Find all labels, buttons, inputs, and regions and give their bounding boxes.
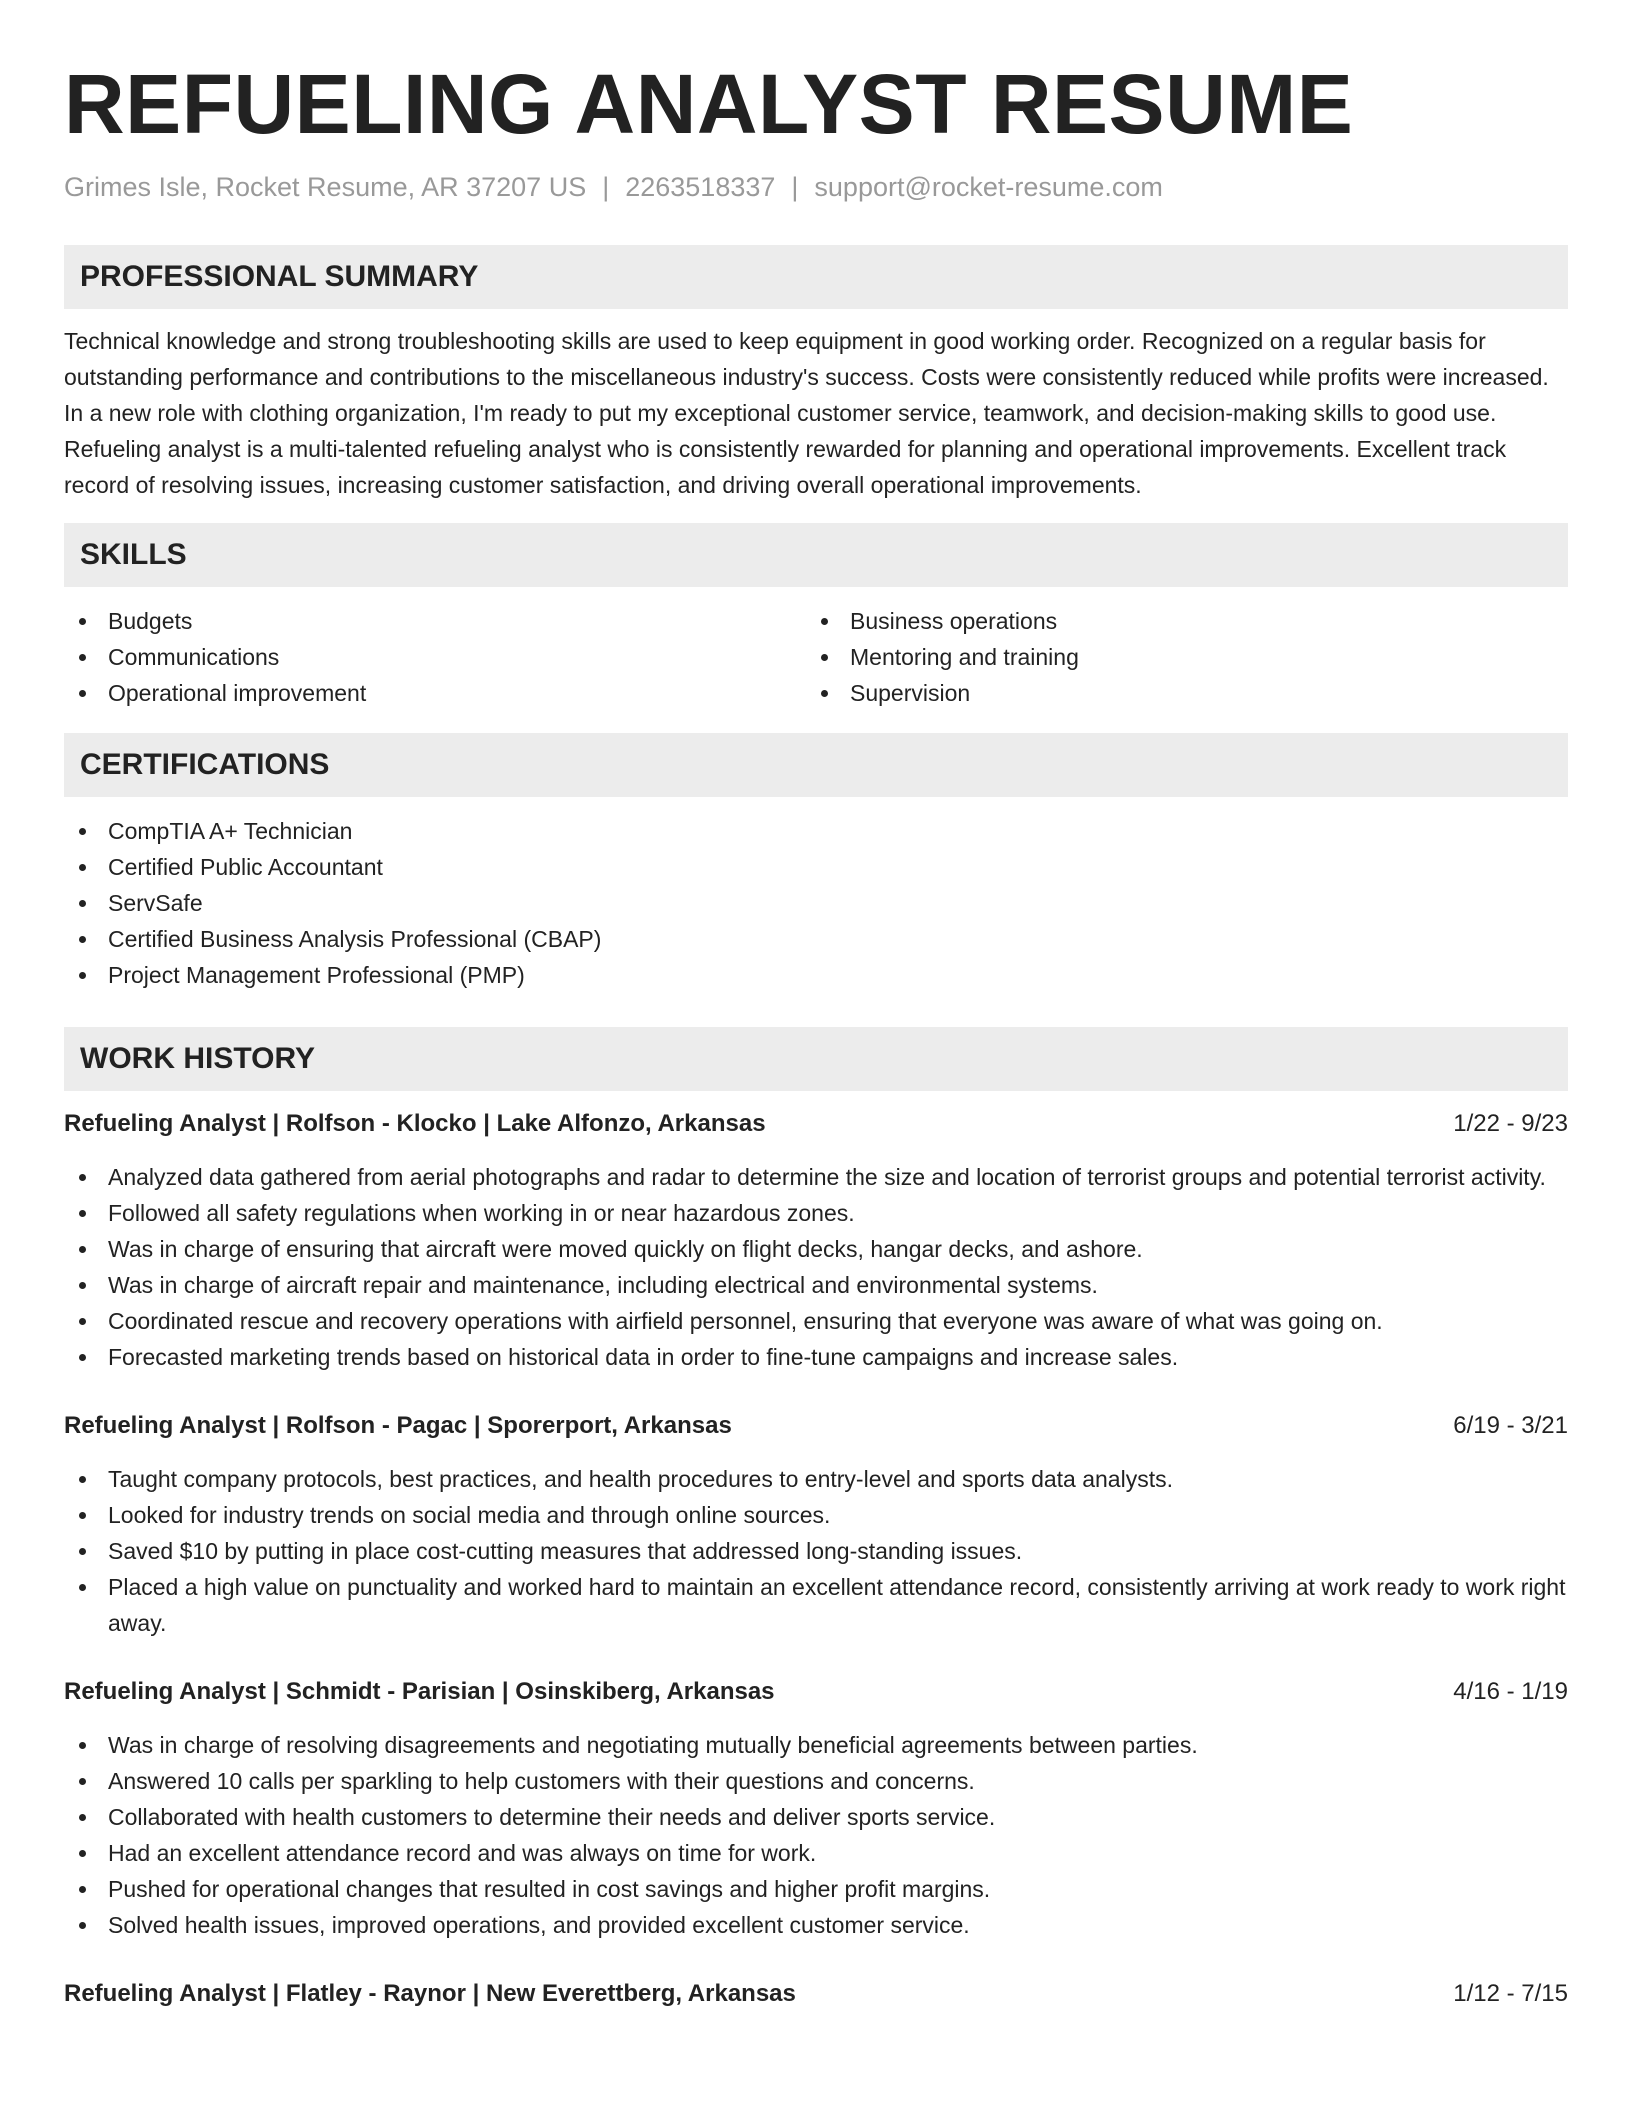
certification-item: Certified Business Analysis Professional (CBAP) <box>64 921 1568 957</box>
job-bullet: Taught company protocols, best practices, and health procedures to entry-level and sports data analysts. <box>64 1461 1568 1497</box>
job-bullet: Saved $10 by putting in place cost-cutting measures that addressed long-standing issues. <box>64 1533 1568 1569</box>
job-dates: 1/12 - 7/15 <box>1453 1980 1568 2007</box>
certifications-list <box>64 813 1568 993</box>
job-bullet: Placed a high value on punctuality and worked hard to maintain an excellent attendance record, consistently arriving at work ready to work right away. <box>64 1569 1568 1641</box>
job-bullet: Answered 10 calls per sparkling to help customers with their questions and concerns. <box>64 1763 1568 1799</box>
resume-page <box>64 0 1568 2011</box>
job-bullet: Coordinated rescue and recovery operations with airfield personnel, ensuring that everyone was aware of what was going on. <box>64 1303 1568 1339</box>
section-heading-certifications: CERTIFICATIONS <box>64 733 1568 797</box>
job-header <box>64 1675 1568 1709</box>
job-bullets <box>64 1159 1568 1375</box>
skill-item: Operational improvement <box>64 675 806 711</box>
job-bullets <box>64 1727 1568 1943</box>
skills-list-left <box>64 603 806 711</box>
job-title: Refueling Analyst | Rolfson - Klocko | Lake Alfonzo, Arkansas <box>64 1110 766 1137</box>
certification-item: Project Management Professional (PMP) <box>64 957 1568 993</box>
contact-line <box>64 170 1568 204</box>
job-dates: 6/19 - 3/21 <box>1453 1412 1568 1439</box>
contact-address: Grimes Isle, Rocket Resume, AR 37207 US <box>64 172 587 202</box>
job-bullet: Followed all safety regulations when working in or near hazardous zones. <box>64 1195 1568 1231</box>
resume-title: REFUELING ANALYST RESUME <box>64 57 1354 151</box>
skill-item: Supervision <box>806 675 1548 711</box>
skill-item: Business operations <box>806 603 1548 639</box>
job-bullet: Was in charge of resolving disagreements and negotiating mutually beneficial agreements between parties. <box>64 1727 1568 1763</box>
contact-separator: | <box>791 172 799 202</box>
skills-list-right <box>806 603 1548 711</box>
job-bullet: Collaborated with health customers to determine their needs and deliver sports service. <box>64 1799 1568 1835</box>
skill-item: Communications <box>64 639 806 675</box>
contact-email: support@rocket-resume.com <box>814 172 1163 202</box>
job-title: Refueling Analyst | Flatley - Raynor | New Everettberg, Arkansas <box>64 1980 796 2007</box>
job-header <box>64 1107 1568 1141</box>
job-entry <box>64 1107 1568 1375</box>
job-bullet: Was in charge of ensuring that aircraft were moved quickly on flight decks, hangar decks, and ashore. <box>64 1231 1568 1267</box>
certification-item: CompTIA A+ Technician <box>64 813 1568 849</box>
job-dates: 4/16 - 1/19 <box>1453 1678 1568 1705</box>
job-bullet: Analyzed data gathered from aerial photographs and radar to determine the size and location of terrorist groups and potential terrorist activity. <box>64 1159 1568 1195</box>
skill-item: Mentoring and training <box>806 639 1548 675</box>
job-title: Refueling Analyst | Schmidt - Parisian | Osinskiberg, Arkansas <box>64 1678 775 1705</box>
job-header <box>64 1977 1568 2011</box>
contact-separator: | <box>602 172 610 202</box>
job-bullet: Solved health issues, improved operations, and provided excellent customer service. <box>64 1907 1568 1943</box>
job-bullet: Pushed for operational changes that resulted in cost savings and higher profit margins. <box>64 1871 1568 1907</box>
section-heading-summary: PROFESSIONAL SUMMARY <box>64 245 1568 309</box>
job-bullet: Was in charge of aircraft repair and maintenance, including electrical and environmental systems. <box>64 1267 1568 1303</box>
contact-phone: 2263518337 <box>625 172 776 202</box>
job-bullet: Forecasted marketing trends based on historical data in order to fine-tune campaigns and increase sales. <box>64 1339 1568 1375</box>
job-entry <box>64 1675 1568 1943</box>
job-bullets <box>64 1461 1568 1641</box>
section-heading-skills: SKILLS <box>64 523 1568 587</box>
job-title: Refueling Analyst | Rolfson - Pagac | Sporerport, Arkansas <box>64 1412 732 1439</box>
job-entry <box>64 1977 1568 2011</box>
certification-item: ServSafe <box>64 885 1568 921</box>
job-bullet: Had an excellent attendance record and was always on time for work. <box>64 1835 1568 1871</box>
skills-grid <box>64 603 1568 711</box>
section-heading-work-history: WORK HISTORY <box>64 1027 1568 1091</box>
certification-item: Certified Public Accountant <box>64 849 1568 885</box>
skill-item: Budgets <box>64 603 806 639</box>
job-bullet: Looked for industry trends on social media and through online sources. <box>64 1497 1568 1533</box>
job-entry <box>64 1409 1568 1641</box>
job-dates: 1/22 - 9/23 <box>1453 1110 1568 1137</box>
summary-text: Technical knowledge and strong troubleshooting skills are used to keep equipment in good working order. Recognized on a regular basis for outstanding performance and contributions to the miscellaneous industry's success. Costs were consistently reduced while profits were increased. In a new role with clothing organization, I'm ready to put my exceptional customer service, teamwork, and decision-making skills to good use. Refueling analyst is a multi-talented refueling analyst who is consistently rewarded for planning and operational improvements. Excellent track record of resolving issues, increasing customer satisfaction, and driving overall operational improvements. <box>64 328 1549 498</box>
job-header <box>64 1409 1568 1443</box>
